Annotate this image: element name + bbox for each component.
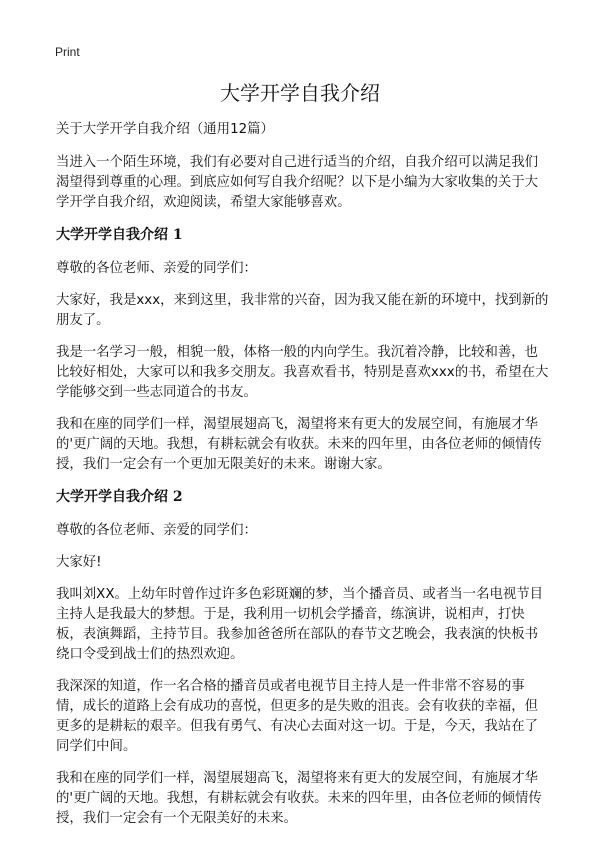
paragraph: 尊敬的各位老师、亲爱的同学们： — [56, 523, 257, 538]
print-link[interactable]: Print — [55, 45, 80, 59]
paragraph: 我是一名学习一般，相貌一般，体格一般的内向学生。我沉着冷静，比较和善，也比较好相处，大家可以和我多交朋友。我喜欢看书，特别是喜欢xxx的书，希望在大学能够交到一些志同道合的书友。 — [56, 345, 549, 400]
document-content — [56, 120, 550, 841]
paragraph: 我和在座的同学们一样，渴望展翅高飞，渴望将来有更大的发展空间，有施展才华的'更广阔的天地。我想，有耕耘就会有收获。未来的四年里，由各位老师的倾情传授，我们一定会有一个无限美好的未来。 — [56, 771, 542, 826]
section-heading: 大学开学自我介绍 1 — [56, 227, 183, 243]
paragraph: 大家好! — [56, 555, 102, 570]
section-1 — [56, 225, 550, 475]
section-2 — [56, 487, 550, 829]
paragraph: 大家好，我是xxx，来到这里，我非常的兴奋，因为我又能在新的环境中，找到新的朋友了。 — [56, 293, 549, 328]
section-heading: 大学开学自我介绍 2 — [56, 489, 183, 505]
document-subtitle: 关于大学开学自我介绍（通用12篇） — [56, 122, 274, 137]
intro-paragraph: 当进入一个陌生环境，我们有必要对自己进行适当的介绍，自我介绍可以满足我们渴望得到尊重的心理。到底应如何写自我介绍呢？以下是小编为大家收集的关于大学开学自我介绍，欢迎阅读，希望大家能够喜欢。 — [56, 155, 539, 210]
paragraph: 尊敬的各位老师、亲爱的同学们： — [56, 261, 257, 276]
paragraph: 我深深的知道，作一名合格的播音员或者电视节目主持人是一件非常不容易的事情，成长的道路上会有成功的喜悦，但更多的是失败的沮丧。会有收获的幸福，但更多的是耕耘的艰辛。但我有勇气、有决心去面对这一切。于是，今天，我站在了同学们中间。 — [56, 679, 539, 754]
page-title: 大学开学自我介绍 — [220, 81, 380, 105]
paragraph: 我叫刘XX。上幼年时曾作过许多色彩斑斓的梦，当个播音员、或者当一名电视节目主持人是我最大的梦想。于是，我利用一切机会学播音，练演讲，说相声，打快板，表演舞蹈，主持节目。我参加爸爸所在部队的春节文艺晚会，我表演的快板书绕口令受到战士们的热烈欢迎。 — [56, 587, 544, 662]
paragraph: 我和在座的同学们一样，渴望展翅高飞，渴望将来有更大的发展空间，有施展才华的'更广阔的天地。我想，有耕耘就会有收获。未来的四年里，由各位老师的倾情传授，我们一定会有一个更加无限美好的未来。谢谢大家。 — [56, 417, 542, 472]
